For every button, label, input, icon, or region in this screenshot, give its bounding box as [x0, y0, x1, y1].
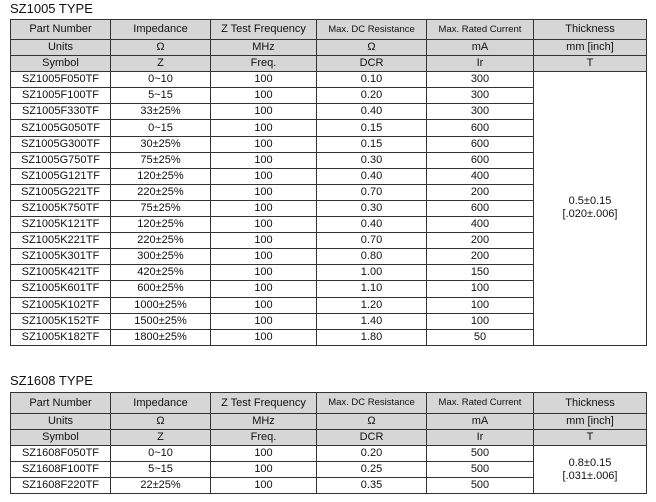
frequency-cell: 100	[211, 478, 317, 494]
thickness-inch: [.031±.006]	[562, 469, 618, 482]
frequency-cell: 100	[211, 233, 317, 249]
part-number-cell: SZ1005K182TF	[11, 329, 111, 345]
thickness-mm: 0.5±0.15	[568, 195, 612, 208]
frequency-cell: 100	[211, 152, 317, 168]
unit-frequency: MHz	[211, 40, 317, 56]
symbol-current: Ir	[427, 56, 534, 72]
impedance-cell: 1800±25%	[111, 329, 211, 345]
table-row	[11, 446, 647, 462]
dcr-cell: 0.40	[317, 217, 427, 233]
part-number-cell: SZ1005K152TF	[11, 313, 111, 329]
part-number-cell: SZ1005K121TF	[11, 217, 111, 233]
impedance-cell: 75±25%	[111, 200, 211, 216]
table-header-row	[11, 393, 647, 414]
part-number-cell: SZ1005K102TF	[11, 297, 111, 313]
part-number-cell: SZ1005F100TF	[11, 88, 111, 104]
part-number-cell: SZ1005K750TF	[11, 200, 111, 216]
current-cell: 100	[427, 313, 534, 329]
part-number-cell: SZ1608F050TF	[11, 446, 111, 462]
header-z-test-frequency: Z Test Frequency	[211, 20, 317, 40]
part-number-cell: SZ1005K221TF	[11, 233, 111, 249]
unit-impedance: Ω	[111, 40, 211, 56]
symbol-label: Symbol	[11, 430, 111, 446]
header-max-rated-current: Max. Rated Current	[427, 20, 534, 40]
current-cell: 500	[427, 478, 534, 494]
symbol-row	[11, 56, 647, 72]
part-number-cell: SZ1005K301TF	[11, 249, 111, 265]
part-number-cell: SZ1005G050TF	[11, 120, 111, 136]
current-cell: 200	[427, 233, 534, 249]
unit-thickness: mm [inch]	[534, 414, 647, 430]
dcr-cell: 0.20	[317, 446, 427, 462]
part-number-cell: SZ1005F330TF	[11, 104, 111, 120]
header-z-test-frequency: Z Test Frequency	[211, 393, 317, 414]
impedance-cell: 600±25%	[111, 281, 211, 297]
current-cell: 500	[427, 462, 534, 478]
symbol-frequency: Freq.	[211, 430, 317, 446]
unit-frequency: MHz	[211, 414, 317, 430]
header-max-dc-resistance: Max. DC Resistance	[317, 393, 427, 414]
frequency-cell: 100	[211, 217, 317, 233]
impedance-cell: 30±25%	[111, 136, 211, 152]
header-part-number: Part Number	[11, 20, 111, 40]
symbol-dcr: DCR	[317, 430, 427, 446]
sz1005-section-title: SZ1005 TYPE	[10, 1, 93, 16]
part-number-cell: SZ1005F050TF	[11, 72, 111, 88]
impedance-cell: 120±25%	[111, 168, 211, 184]
unit-thickness: mm [inch]	[534, 40, 647, 56]
sz1608-section-title: SZ1608 TYPE	[10, 373, 93, 388]
impedance-cell: 22±25%	[111, 478, 211, 494]
impedance-cell: 220±25%	[111, 184, 211, 200]
frequency-cell: 100	[211, 120, 317, 136]
current-cell: 600	[427, 152, 534, 168]
part-number-cell: SZ1608F100TF	[11, 462, 111, 478]
sz1005-spec-table	[10, 19, 647, 346]
current-cell: 300	[427, 72, 534, 88]
frequency-cell: 100	[211, 88, 317, 104]
header-thickness: Thickness	[534, 393, 647, 414]
symbol-current: Ir	[427, 430, 534, 446]
part-number-cell: SZ1608F220TF	[11, 478, 111, 494]
dcr-cell: 0.15	[317, 120, 427, 136]
header-impedance: Impedance	[111, 393, 211, 414]
impedance-cell: 75±25%	[111, 152, 211, 168]
frequency-cell: 100	[211, 265, 317, 281]
units-label: Units	[11, 40, 111, 56]
frequency-cell: 100	[211, 462, 317, 478]
current-cell: 400	[427, 168, 534, 184]
current-cell: 100	[427, 281, 534, 297]
impedance-cell: 1000±25%	[111, 297, 211, 313]
table-row	[11, 72, 647, 88]
impedance-cell: 300±25%	[111, 249, 211, 265]
symbol-dcr: DCR	[317, 56, 427, 72]
current-cell: 50	[427, 329, 534, 345]
unit-impedance: Ω	[111, 414, 211, 430]
impedance-cell: 0~15	[111, 120, 211, 136]
dcr-cell: 1.80	[317, 329, 427, 345]
symbol-thickness: T	[534, 430, 647, 446]
sz1608-spec-table	[10, 392, 647, 494]
unit-dcr: Ω	[317, 40, 427, 56]
dcr-cell: 0.25	[317, 462, 427, 478]
frequency-cell: 100	[211, 104, 317, 120]
dcr-cell: 0.35	[317, 478, 427, 494]
symbol-impedance: Z	[111, 430, 211, 446]
impedance-cell: 220±25%	[111, 233, 211, 249]
current-cell: 200	[427, 184, 534, 200]
part-number-cell: SZ1005G221TF	[11, 184, 111, 200]
dcr-cell: 0.10	[317, 72, 427, 88]
frequency-cell: 100	[211, 72, 317, 88]
current-cell: 100	[427, 297, 534, 313]
dcr-cell: 0.40	[317, 168, 427, 184]
part-number-cell: SZ1005K601TF	[11, 281, 111, 297]
frequency-cell: 100	[211, 281, 317, 297]
impedance-cell: 5~15	[111, 462, 211, 478]
part-number-cell: SZ1005K421TF	[11, 265, 111, 281]
frequency-cell: 100	[211, 313, 317, 329]
symbol-row	[11, 430, 647, 446]
frequency-cell: 100	[211, 329, 317, 345]
frequency-cell: 100	[211, 136, 317, 152]
dcr-cell: 1.20	[317, 297, 427, 313]
dcr-cell: 0.70	[317, 184, 427, 200]
impedance-cell: 5~15	[111, 88, 211, 104]
current-cell: 200	[427, 249, 534, 265]
header-max-rated-current: Max. Rated Current	[427, 393, 534, 414]
dcr-cell: 0.30	[317, 152, 427, 168]
thickness-value-cell	[534, 446, 647, 494]
impedance-cell: 0~10	[111, 446, 211, 462]
part-number-cell: SZ1005G300TF	[11, 136, 111, 152]
table-header-row	[11, 20, 647, 40]
units-row	[11, 40, 647, 56]
dcr-cell: 0.70	[317, 233, 427, 249]
current-cell: 150	[427, 265, 534, 281]
header-thickness: Thickness	[534, 20, 647, 40]
dcr-cell: 0.20	[317, 88, 427, 104]
impedance-cell: 120±25%	[111, 217, 211, 233]
units-label: Units	[11, 414, 111, 430]
thickness-inch: [.020±.006]	[562, 208, 618, 221]
current-cell: 600	[427, 200, 534, 216]
impedance-cell: 0~10	[111, 72, 211, 88]
part-number-cell: SZ1005G121TF	[11, 168, 111, 184]
unit-current: mA	[427, 40, 534, 56]
header-impedance: Impedance	[111, 20, 211, 40]
thickness-mm: 0.8±0.15	[568, 456, 612, 469]
symbol-frequency: Freq.	[211, 56, 317, 72]
symbol-impedance: Z	[111, 56, 211, 72]
frequency-cell: 100	[211, 200, 317, 216]
dcr-cell: 0.15	[317, 136, 427, 152]
frequency-cell: 100	[211, 297, 317, 313]
dcr-cell: 1.10	[317, 281, 427, 297]
frequency-cell: 100	[211, 249, 317, 265]
impedance-cell: 33±25%	[111, 104, 211, 120]
header-part-number: Part Number	[11, 393, 111, 414]
impedance-cell: 1500±25%	[111, 313, 211, 329]
current-cell: 300	[427, 88, 534, 104]
current-cell: 600	[427, 120, 534, 136]
dcr-cell: 1.40	[317, 313, 427, 329]
impedance-cell: 420±25%	[111, 265, 211, 281]
frequency-cell: 100	[211, 184, 317, 200]
frequency-cell: 100	[211, 446, 317, 462]
unit-dcr: Ω	[317, 414, 427, 430]
symbol-label: Symbol	[11, 56, 111, 72]
dcr-cell: 0.30	[317, 200, 427, 216]
current-cell: 600	[427, 136, 534, 152]
frequency-cell: 100	[211, 168, 317, 184]
dcr-cell: 0.80	[317, 249, 427, 265]
dcr-cell: 1.00	[317, 265, 427, 281]
units-row	[11, 414, 647, 430]
symbol-thickness: T	[534, 56, 647, 72]
header-max-dc-resistance: Max. DC Resistance	[317, 20, 427, 40]
unit-current: mA	[427, 414, 534, 430]
part-number-cell: SZ1005G750TF	[11, 152, 111, 168]
current-cell: 500	[427, 446, 534, 462]
current-cell: 400	[427, 217, 534, 233]
thickness-value-cell	[534, 72, 647, 346]
dcr-cell: 0.40	[317, 104, 427, 120]
current-cell: 300	[427, 104, 534, 120]
